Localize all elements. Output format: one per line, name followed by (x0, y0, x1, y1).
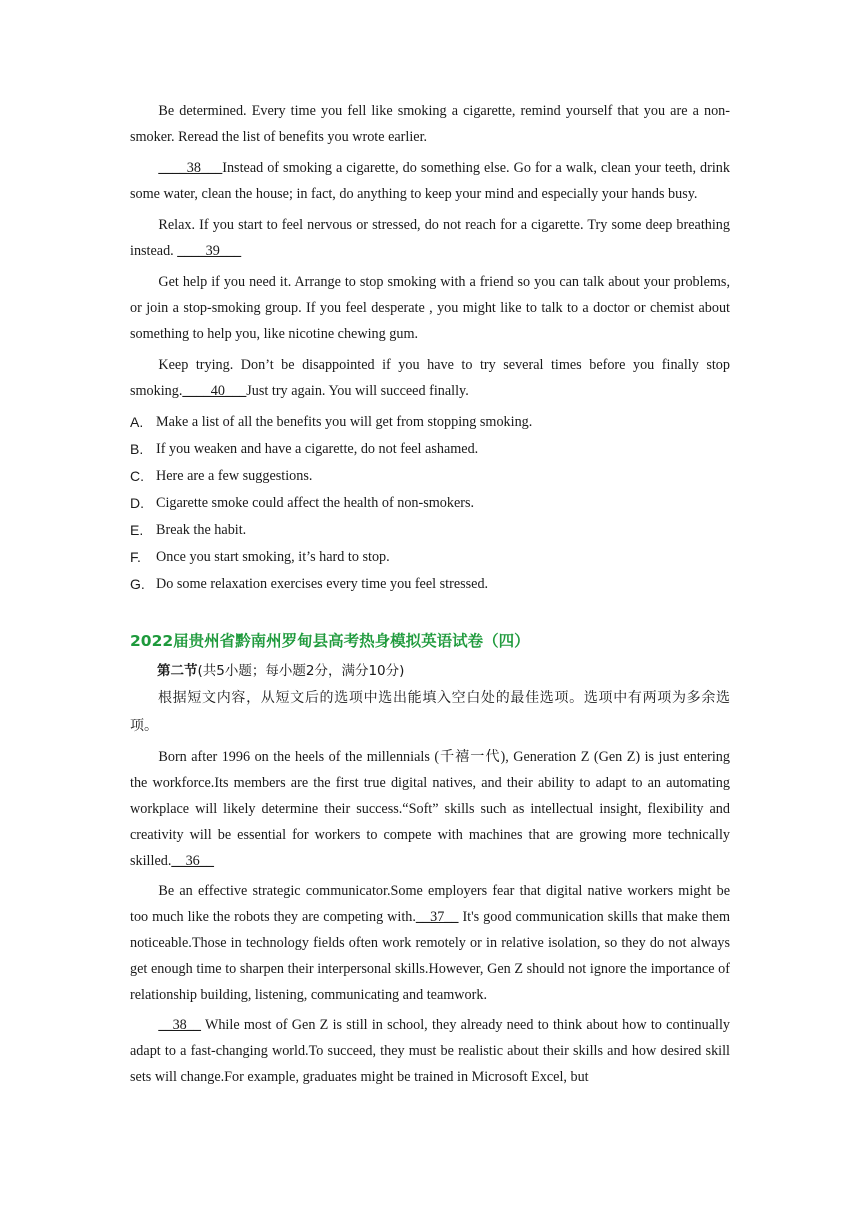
paragraph: Relax. If you start to feel nervous or stressed, do not reach for a cigarette. Try some deep breathing instead. ____39___ (130, 217, 730, 259)
options-list (130, 409, 730, 598)
option-d: D. Cigarette smoke could affect the health of non-smokers. (130, 495, 475, 511)
blank-38: ____38___ (158, 160, 223, 176)
paragraph: Be an effective strategic communicator.Some employers fear that digital native workers might be too much like the robots they are competing with.__37__ It's good communication skills that make them noticeable.Those in technology fields often work remotely or in relative isolation, so they do not always get enough time to sharpen their interpersonal skills.However, Gen Z should not ignore the importance of relationship building, listening, communicating and teamwork. (130, 883, 730, 1003)
paragraph: Be determined. Every time you fell like smoking a cigarette, remind yourself that you are a non-smoker. Reread the list of benefits you wrote earlier. (130, 103, 730, 145)
paragraph: Keep trying. Don’t be disappointed if you have to try several times before you finally stop smoking.____40___Just try again. You will succeed finally. (130, 357, 730, 399)
paragraph: Born after 1996 on the heels of the millennials (千禧一代), Generation Z (Gen Z) is just entering the workforce.Its members are the first true digital natives, and their ability to adapt to an automating workplace will likely determine their success.“Soft” skills such as intellectual insight, flexibility and creativity will be essential for workers to compete with machines that are growing more technically skilled.__36__ (130, 749, 730, 869)
blank-36: __36__ (171, 853, 214, 869)
section-2 (130, 628, 730, 1090)
paragraph: ____38___Instead of smoking a cigarette, do something else. Go for a walk, clean your teeth, drink some water, clean the house; in fact, do anything to keep your mind and especially your hands busy. (130, 160, 730, 202)
paragraph: __38__ While most of Gen Z is still in school, they already need to think about how to continually adapt to a fast-changing world.To succeed, they must be realistic about their skills and how desired skill sets will change.For example, graduates might be trained in Microsoft Excel, but (130, 1017, 730, 1085)
option-e: E. Break the habit. (130, 522, 247, 538)
option-f: F. Once you start smoking, it’s hard to stop. (130, 549, 390, 565)
instruction-text: 根据短文内容，从短文后的选项中选出能填入空白处的最佳选项。选项中有两项为多余选项。 (130, 690, 730, 734)
option-c: C. Here are a few suggestions. (130, 468, 313, 484)
blank-39: ____39___ (177, 243, 242, 259)
option-a: A. Make a list of all the benefits you will get from stopping smoking. (130, 414, 533, 430)
option-g: G. Do some relaxation exercises every time you feel stressed. (130, 576, 489, 592)
option-b: B. If you weaken and have a cigarette, do not feel ashamed. (130, 441, 479, 457)
blank-37: __37__ (415, 909, 459, 925)
document-page (130, 98, 730, 1094)
paragraph: Get help if you need it. Arrange to stop smoking with a friend so you can talk about your problems, or join a stop-smoking group. If you feel desperate , you might like to talk to a doctor or chemist about something to help you, like nicotine chewing gum. (130, 274, 730, 342)
section-title: 2022届贵州省黔南州罗甸县高考热身模拟英语试卷（四） (130, 632, 530, 650)
section-subtitle: 第二节(共5小题；每小题2分，满分10分) (157, 663, 405, 679)
blank-38-section2: __38__ (158, 1017, 201, 1033)
blank-40: ____40___ (182, 383, 247, 399)
passage-1 (130, 98, 730, 598)
